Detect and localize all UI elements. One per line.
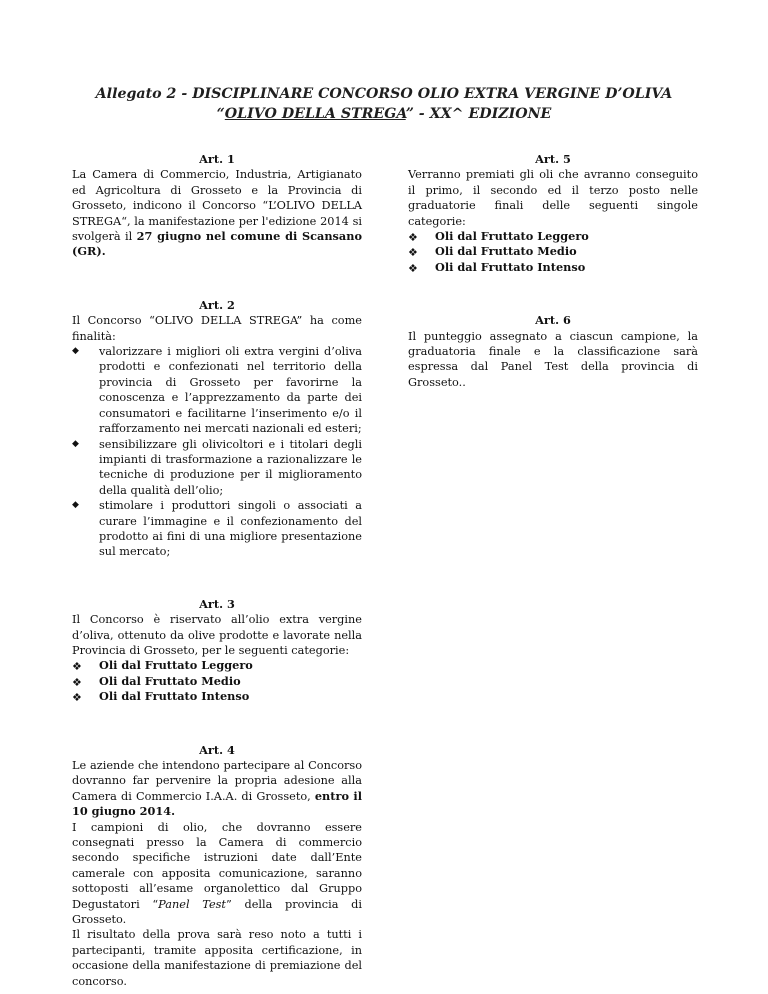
list-item — [408, 260, 698, 275]
category-label: Oli dal Fruttato Medio — [99, 673, 241, 688]
title-edition: ” - XX^ EDIZIONE — [405, 106, 552, 122]
article-2 — [72, 298, 362, 560]
four-diamond-bullet-icon: ❖ — [408, 231, 418, 245]
left-column — [72, 152, 362, 989]
list-item — [72, 344, 362, 436]
article-1-heading: Art. 1 — [199, 152, 235, 166]
article-5-categories — [408, 229, 698, 275]
article-4-paragraph-2 — [72, 820, 362, 928]
four-diamond-bullet-icon: ❖ — [72, 660, 82, 674]
four-diamond-bullet-icon: ❖ — [408, 261, 418, 275]
title-line-2 — [40, 104, 728, 124]
title-underlined-name: OLIVO DELLA STREGA — [224, 106, 406, 122]
article-1-body: La Camera di Commercio, Industria, Artigianato ed Agricoltura di Grosseto e la Provincia di Grosseto, indicono il Concorso “L’OLIVO DELLA STREGA“, la manifestazione per l'edizione 2014 si svolgerà il — [72, 168, 362, 244]
article-3 — [72, 597, 362, 705]
diamond-bullet-icon: ◆ — [72, 500, 79, 511]
article-2-heading: Art. 2 — [199, 297, 235, 312]
category-label: Oli dal Fruttato Leggero — [99, 658, 253, 673]
list-item — [72, 689, 362, 704]
article-4-heading: Art. 4 — [199, 742, 235, 757]
article-4-paragraph-1 — [72, 758, 362, 820]
four-diamond-bullet-icon: ❖ — [408, 246, 418, 260]
list-item-text: stimolare i produttori singoli o associati a curare l’immagine e il confezionamento del prodotto ai fini di una migliore presentazione sul mercato; — [99, 499, 362, 559]
four-diamond-bullet-icon: ❖ — [72, 675, 82, 689]
article-4-p1-text: Le aziende che intendono partecipare al Concorso dovranno far pervenire la propria adesione alla Camera di Commercio I.A.A. di Grosseto, — [72, 759, 362, 803]
list-item — [72, 498, 362, 560]
article-3-intro: Il Concorso è riservato all’olio extra vergine d’oliva, ottenuto da olive prodotte e lavorate nella Provincia di Grosseto, per le seguenti categorie: — [72, 613, 362, 657]
diamond-bullet-icon: ◆ — [72, 438, 79, 449]
article-2-list — [72, 344, 362, 560]
list-item-text: valorizzare i migliori oli extra vergini d’oliva prodotti e confezionati nel territorio della provincia di Grosseto per favorirne la conoscenza e l’apprezzamento da parte dei consumatori e facilitarne l’inserimento e/o il rafforzamento nei mercati nazionali ed esteri; — [99, 345, 362, 436]
article-4-deadline: entro il 10 giugno 2014. — [72, 788, 363, 819]
list-item — [408, 244, 698, 259]
article-5-intro: Verranno premiati gli oli che avranno conseguito il primo, il secondo ed il terzo posto nelle graduatorie finali delle seguenti singole categorie: — [408, 168, 698, 228]
article-3-heading: Art. 3 — [199, 596, 235, 611]
category-label: Oli dal Fruttato Intenso — [99, 689, 250, 704]
list-item — [408, 229, 698, 244]
article-4 — [72, 743, 362, 990]
category-label: Oli dal Fruttato Intenso — [435, 259, 586, 274]
article-2-intro: Il Concorso “OLIVO DELLA STREGA” ha come finalità: — [72, 314, 362, 343]
article-5-heading: Art. 5 — [535, 152, 571, 166]
article-6 — [408, 313, 698, 390]
article-4-panel-test: Panel Test — [158, 897, 226, 911]
article-1 — [72, 152, 362, 260]
title-line-1: Allegato 2 - DISCIPLINARE CONCORSO OLIO EXTRA VERGINE D’OLIVA — [95, 86, 673, 102]
diamond-bullet-icon: ◆ — [72, 346, 79, 357]
article-4-paragraph-3: Il risultato della prova sarà reso noto a tutti i partecipanti, tramite apposita certificazione, in occasione della manifestazione di premiazione del concorso. — [72, 928, 362, 988]
article-6-heading: Art. 6 — [535, 313, 571, 328]
list-item — [72, 658, 362, 673]
article-1-date-location: 27 giugno nel comune di Scansano (GR). — [72, 229, 362, 259]
list-item — [72, 674, 362, 689]
article-4-p2-end: ” della provincia di Grosseto. — [72, 897, 362, 927]
list-item — [72, 437, 362, 499]
category-label: Oli dal Fruttato Leggero — [435, 229, 589, 244]
title-open-quote: “ — [216, 106, 225, 122]
article-3-categories — [72, 658, 362, 704]
right-column — [408, 152, 698, 390]
article-1-text — [72, 167, 362, 259]
document-title — [40, 84, 728, 124]
article-6-text: Il punteggio assegnato a ciascun campione, la graduatoria finale e la classificazione sarà espressa dal Panel Test della provincia di Grosseto.. — [408, 329, 698, 389]
category-label: Oli dal Fruttato Medio — [435, 244, 577, 259]
article-5 — [408, 152, 698, 275]
four-diamond-bullet-icon: ❖ — [72, 691, 82, 705]
article-4-p2-text: I campioni di olio, che dovranno essere consegnati presso la Camera di commercio secondo specifiche istruzioni date dall’Ente camerale con apposita comunicazione, saranno sottoposti all’esame organolettico dal Gruppo Degustatori “ — [72, 820, 362, 911]
list-item-text: sensibilizzare gli olivicoltori e i titolari degli impianti di trasformazione a razionalizzare le tecniche di produzione per il miglioramento della qualità dell’olio; — [99, 437, 362, 497]
